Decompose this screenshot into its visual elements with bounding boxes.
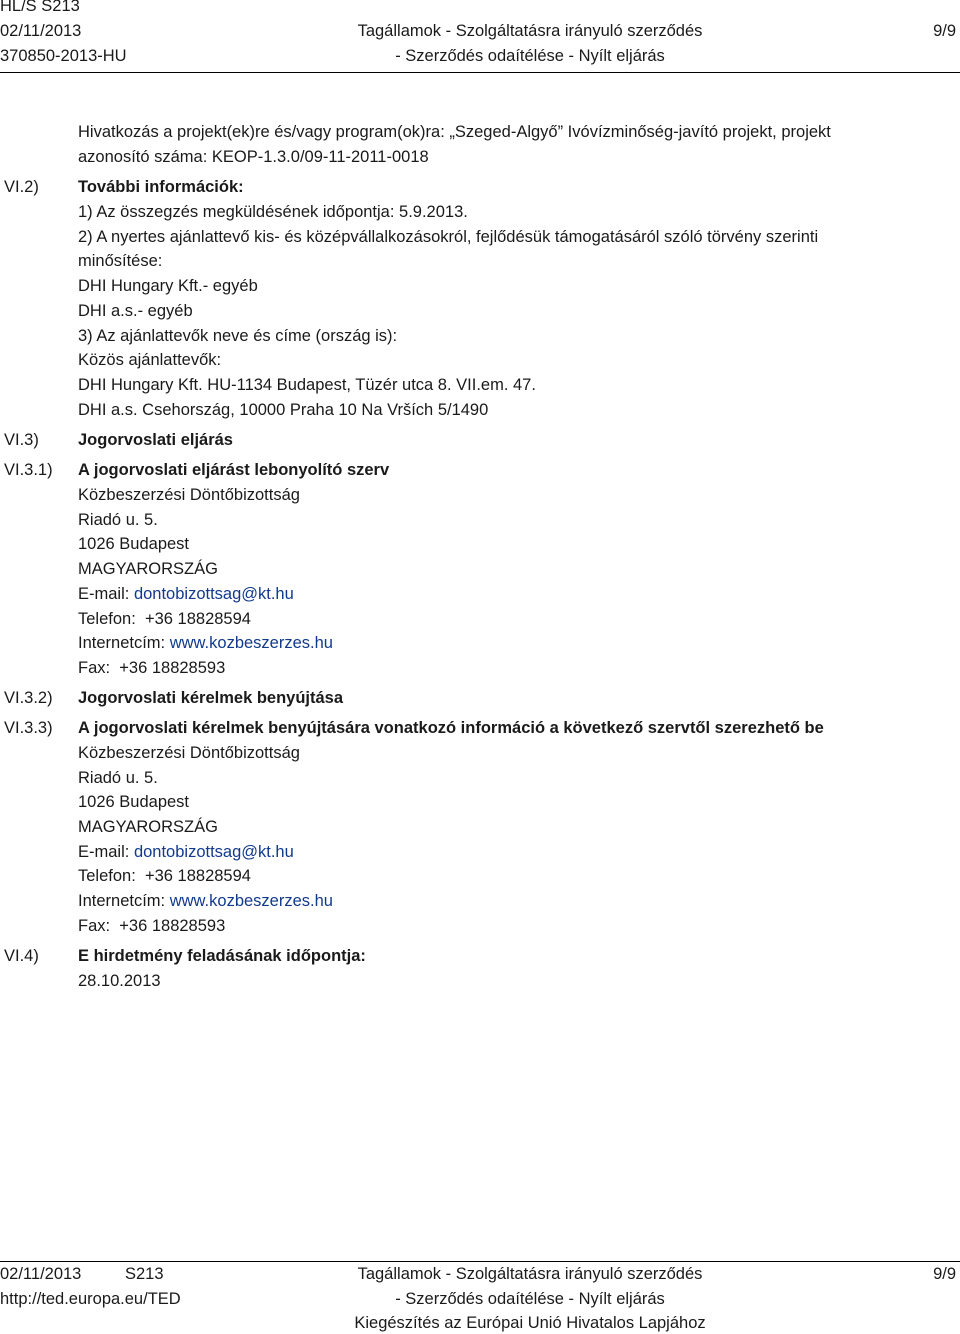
section-heading-review-procedure: Jogorvoslati eljárás: [78, 431, 233, 449]
info-line: 2) A nyertes ajánlattevő kis- és középvállalkozásokról, fejlődésük támogatásáról szóló törvény szerinti: [78, 228, 819, 246]
phone-value: +36 18828594: [144, 867, 251, 885]
section-heading-review-submission: Jogorvoslati kérelmek benyújtása: [78, 689, 344, 707]
email-label: E-mail:: [78, 843, 130, 861]
info-line: DHI a.s.- egyéb: [78, 302, 193, 320]
footer-url[interactable]: http://ted.europa.eu/TED: [0, 1290, 181, 1308]
info-line: DHI a.s. Csehország, 10000 Praha 10 Na Vrších 5/1490: [78, 401, 489, 419]
section-number-vi31: VI.3.1): [4, 461, 53, 479]
web-row: [78, 892, 333, 911]
info-line: minősítése:: [78, 252, 163, 270]
fax-row: [78, 917, 225, 936]
section-heading-review-body: A jogorvoslati eljárást lebonyolító szerv: [78, 461, 390, 479]
section-number-vi4: VI.4): [4, 947, 39, 965]
header-page-number: 9/9: [933, 22, 956, 40]
org-name: Közbeszerzési Döntőbizottság: [78, 486, 300, 504]
email-link[interactable]: dontobizottsag@kt.hu: [133, 843, 294, 861]
section-number-vi33: VI.3.3): [4, 719, 53, 737]
project-reference-line2: azonosító száma: KEOP-1.3.0/09-11-2011-0018: [78, 148, 429, 166]
section-heading-dispatch-date: E hirdetmény feladásának időpontja:: [78, 947, 366, 965]
org-country: MAGYARORSZÁG: [78, 560, 218, 578]
notice-id: 370850-2013-HU: [0, 47, 127, 65]
email-link[interactable]: dontobizottsag@kt.hu: [133, 585, 294, 603]
fax-row: [78, 659, 225, 678]
fax-value: +36 18828593: [119, 659, 226, 677]
email-label: E-mail:: [78, 585, 130, 603]
phone-value: +36 18828594: [144, 610, 251, 628]
org-city: 1026 Budapest: [78, 793, 190, 811]
section-number-vi32: VI.3.2): [4, 689, 53, 707]
footer-title-line3: Kiegészítés az Európai Unió Hivatalos Lapjához: [354, 1314, 706, 1332]
footer-title-line2: - Szerződés odaítélése - Nyílt eljárás: [395, 1290, 665, 1308]
header-date: 02/11/2013: [0, 22, 82, 40]
phone-row: [78, 867, 251, 886]
info-line: 1) Az összegzés megküldésének időpontja: 5.9.2013.: [78, 203, 468, 221]
org-name: Közbeszerzési Döntőbizottság: [78, 744, 300, 762]
web-label: Internetcím:: [78, 892, 166, 910]
footer-divider: [0, 1261, 960, 1262]
dispatch-date: 28.10.2013: [78, 972, 161, 990]
org-city: 1026 Budapest: [78, 535, 190, 553]
section-number-vi3: VI.3): [4, 431, 39, 449]
org-country: MAGYARORSZÁG: [78, 818, 218, 836]
info-line: DHI Hungary Kft.- egyéb: [78, 277, 258, 295]
info-line: DHI Hungary Kft. HU-1134 Budapest, Tüzér utca 8. VII.em. 47.: [78, 376, 536, 394]
section-number-vi2: VI.2): [4, 178, 39, 196]
org-street: Riadó u. 5.: [78, 769, 158, 787]
web-label: Internetcím:: [78, 634, 166, 652]
header-title-line2: - Szerződés odaítélése - Nyílt eljárás: [395, 47, 665, 65]
section-heading-additional-info: További információk:: [78, 178, 244, 196]
footer-date: 02/11/2013: [0, 1265, 82, 1283]
footer-title-line1: Tagállamok - Szolgáltatásra irányuló szerződés: [357, 1265, 703, 1283]
section-heading-info-source: A jogorvoslati kérelmek benyújtására vonatkozó információ a következő szervtől szerezhető be: [78, 719, 824, 737]
org-street: Riadó u. 5.: [78, 511, 158, 529]
doc-code: HL/S S213: [0, 0, 80, 15]
fax-label: Fax:: [78, 659, 111, 677]
fax-value: +36 18828593: [119, 917, 226, 935]
info-line: Közös ajánlattevők:: [78, 351, 222, 369]
email-row: [78, 843, 294, 862]
footer-page-number: 9/9: [933, 1265, 956, 1283]
info-line: 3) Az ajánlattevők neve és címe (ország is):: [78, 327, 398, 345]
header-title-line1: Tagállamok - Szolgáltatásra irányuló szerződés: [357, 22, 703, 40]
footer-code: S213: [125, 1265, 164, 1283]
project-reference-line1: Hivatkozás a projekt(ek)re és/vagy program(ok)ra: „Szeged-Algyő” Ivóvízminőség-javító projekt, projekt: [78, 123, 831, 141]
phone-row: [78, 610, 251, 629]
web-link[interactable]: www.kozbeszerzes.hu: [169, 892, 333, 910]
email-row: [78, 585, 294, 604]
header-divider: [0, 72, 960, 73]
phone-label: Telefon:: [78, 867, 136, 885]
web-link[interactable]: www.kozbeszerzes.hu: [169, 634, 333, 652]
fax-label: Fax:: [78, 917, 111, 935]
phone-label: Telefon:: [78, 610, 136, 628]
web-row: [78, 634, 333, 653]
